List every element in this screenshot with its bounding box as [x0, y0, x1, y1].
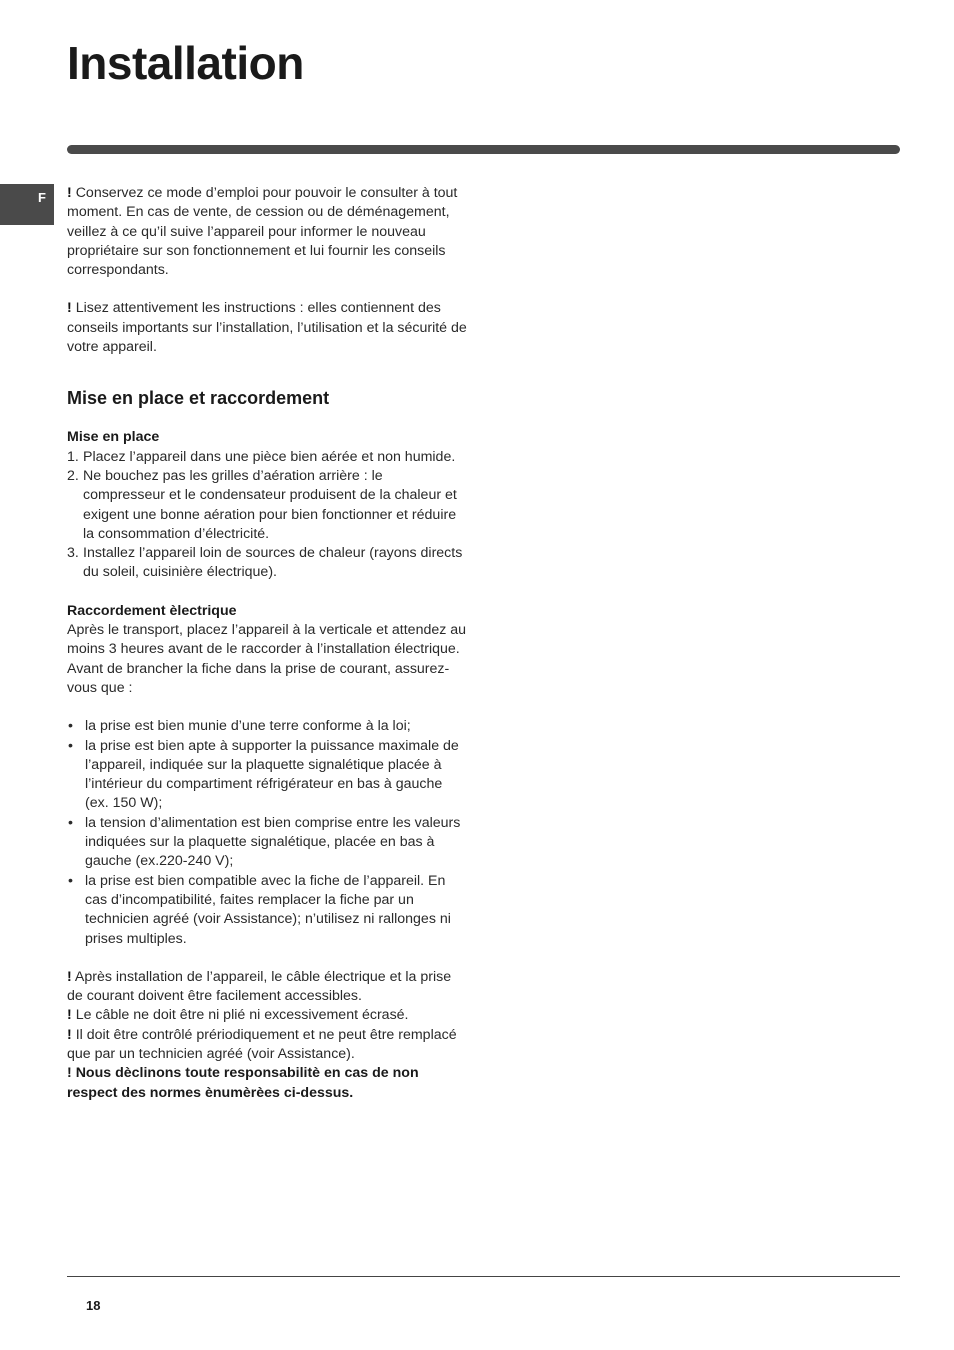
warning-mark: ! — [67, 300, 72, 317]
warning-2: ! Le câble ne doit être ni plié ni excessivement écrasé. — [67, 1007, 409, 1024]
main-content — [67, 184, 467, 1103]
title-rule — [67, 145, 900, 154]
list-item: • la tension d’alimentation est bien comprise entre les valeurs indiquées sur la plaquette signalétique, placée en bas à gauche (ex.220-240 V); — [68, 814, 461, 870]
list-item: 2. Ne bouchez pas les grilles d’aération arrière : le compresseur et le condensateur produisent de la chaleur et exigent une bonne aération pour bien fonctionner et réduire la consommation d’électricité. — [67, 467, 457, 542]
page-number: 18 — [86, 1298, 101, 1313]
list-item: 1. Placez l’appareil dans une pièce bien aérée et non humide. — [67, 448, 456, 465]
placement-title: Mise en place — [67, 429, 160, 446]
list-item: 3. Installez l’appareil loin de sources de chaleur (rayons directs du soleil, cuisinière électrique). — [67, 545, 463, 581]
liability-warning: ! Nous dèclinons toute responsabilitè en cas de non respect des normes ènumèrèes ci-dessus. — [67, 1065, 419, 1101]
footer-rule — [67, 1276, 900, 1277]
intro-paragraph-2: ! Lisez attentivement les instructions : elles contiennent des conseils importants sur l’installation, l’utilisation et la sécurité de votre appareil. — [67, 300, 467, 356]
warning-3: ! Il doit être contrôlé prériodiquement et ne peut être remplacé que par un technicien agréé (voir Assistance). — [67, 1026, 457, 1062]
section-title: Mise en place et raccordement — [67, 388, 330, 409]
list-item: • la prise est bien apte à supporter la puissance maximale de l’appareil, indiquée sur la plaquette signalétique placée à l’intérieur du compartiment réfrigérateur en bas à gauche (ex. 150 W); — [68, 737, 459, 812]
page-title: Installation — [67, 37, 304, 89]
warning-mark: ! — [67, 185, 72, 201]
electrical-intro: Après le transport, placez l’appareil à la verticale et attendez au moins 3 heures avant de le raccorder à l’installation électrique. Avant de brancher la fiche dans la prise de courant, assurez-vous que : — [67, 622, 467, 696]
warning-1: ! Après installation de l’appareil, le câble électrique et la prise de courant doivent être facilement accessibles. — [67, 968, 452, 1005]
list-item: • la prise est bien munie d’une terre conforme à la loi; — [68, 718, 411, 735]
electrical-title: Raccordement èlectrique — [67, 602, 237, 619]
intro-paragraph-1: ! Conservez ce mode d’emploi pour pouvoir le consulter à tout moment. En cas de vente, de cession ou de déménagement, veillez à ce qu’il suive l’appareil pour informer le nouveau propriétaire sur son fonctionnement et lui fournir les conseils correspondants. — [67, 185, 458, 279]
placement-list — [67, 448, 467, 583]
electrical-checklist — [67, 717, 467, 949]
language-tab: F — [0, 184, 54, 225]
list-item: • la prise est bien compatible avec la fiche de l’appareil. En cas d’incompatibilité, faites remplacer la fiche par un technicien agréé (voir Assistance); n’utilisez ni rallonges ni prises multiples. — [68, 872, 451, 947]
